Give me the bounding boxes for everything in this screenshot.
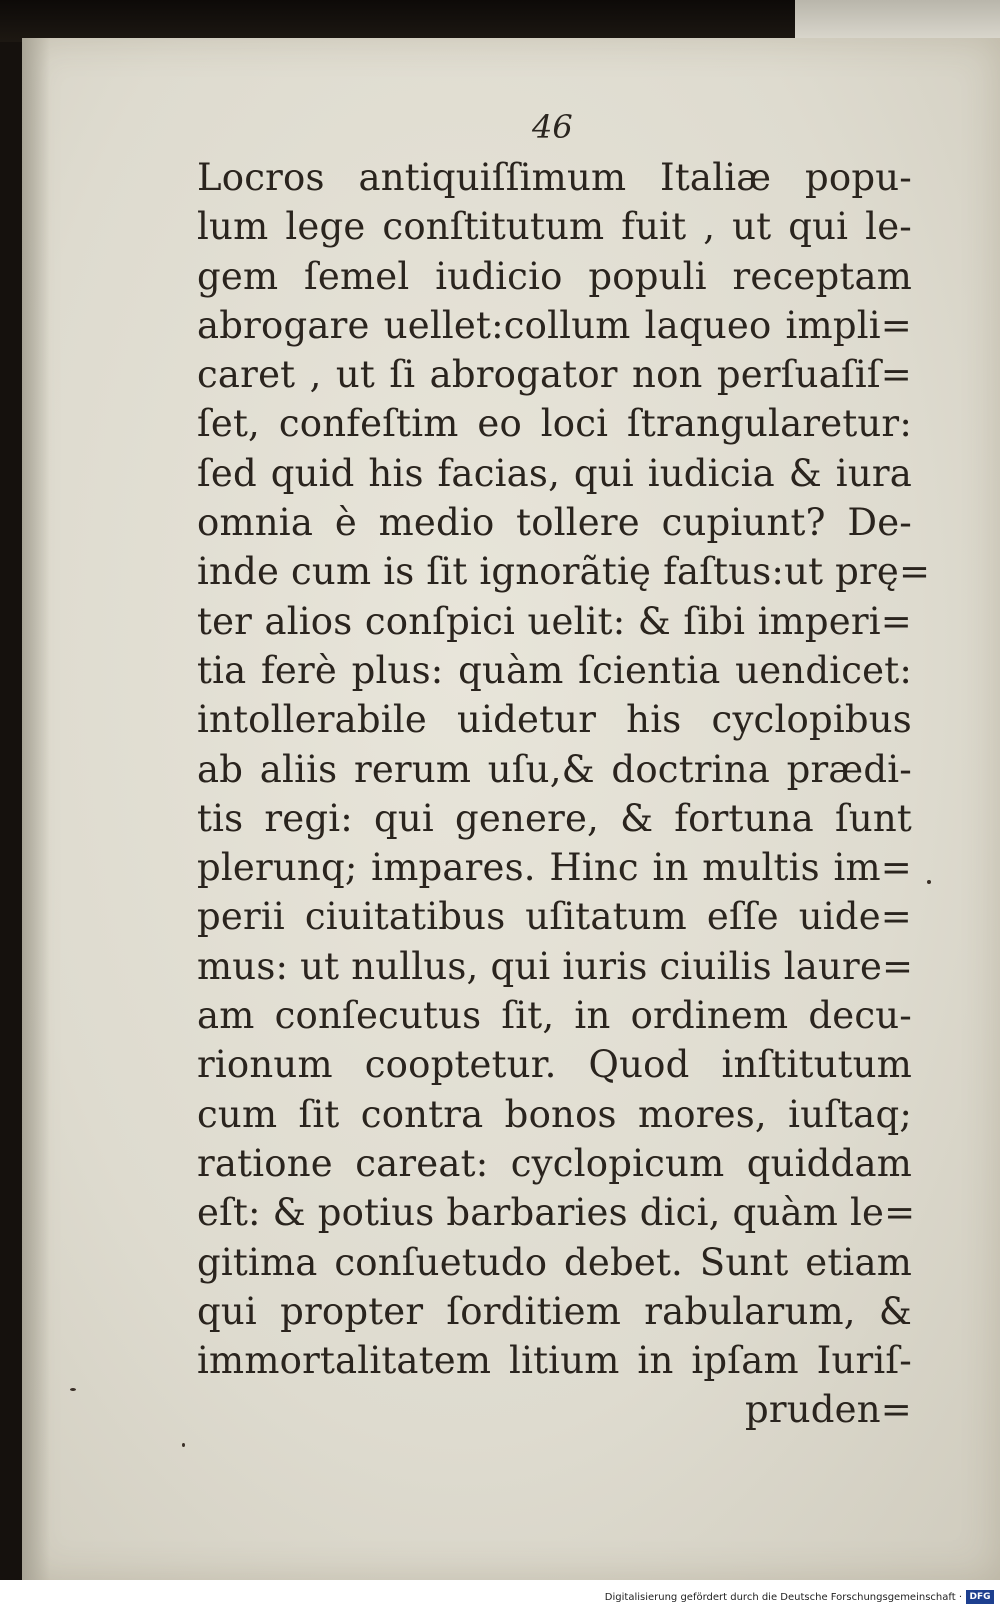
ink-speck	[927, 880, 931, 884]
dfg-logo: DFG	[966, 1590, 994, 1604]
catchword: pruden=	[744, 1388, 912, 1432]
top-background	[0, 0, 1000, 42]
ink-speck	[70, 1388, 76, 1391]
text-line: lum lege conſtitutum fuit , ut qui le-	[197, 205, 912, 249]
text-line: mus: ut nullus, qui iuris ciuilis laure=	[197, 944, 914, 988]
book-page	[22, 38, 1000, 1580]
text-line: ſed quid his facias, qui iudicia & iura	[197, 451, 912, 495]
digitization-credit: Digitalisierung gefördert durch die Deutsche Forschungsgemeinschaft ·	[604, 1592, 962, 1603]
text-line: rionum cooptetur. Quod inſtitutum	[197, 1043, 912, 1087]
text-line: tis regi: qui genere, & fortuna ſunt	[197, 796, 912, 840]
text-line: ter alios conſpici uelit: & ſibi imperi=	[197, 599, 912, 643]
page-spine-shadow	[22, 38, 50, 1580]
text-block	[197, 153, 931, 1435]
page-number: 46	[532, 108, 573, 146]
text-line: gitima conſuetudo debet. Sunt etiam	[197, 1240, 912, 1284]
text-line: immortalitatem litium in ipſam Iuriſ-	[197, 1339, 912, 1383]
text-line: perii ciuitatibus uſitatum eſſe uide=	[197, 895, 912, 939]
text-line: intollerabile uidetur his cyclopibus	[197, 698, 912, 742]
text-line: cum ſit contra bonos mores, iuſtaq;	[197, 1092, 912, 1136]
text-line: ab aliis rerum uſu,& doctrina prædi-	[197, 747, 912, 791]
text-line: qui propter ſorditiem rabularum, &	[197, 1289, 912, 1333]
text-line: inde cum is ſit ignorãtię faſtus:ut prę=	[197, 550, 931, 594]
text-line: plerunq; impares. Hinc in multis im=	[197, 846, 912, 890]
text-line: Locros antiquiſſimum Italiæ popu-	[197, 156, 912, 199]
text-line: caret , ut ſi abrogator non perſuaſiſ=	[197, 353, 912, 397]
text-line: am conſecutus ſit, in ordinem decu-	[197, 994, 912, 1038]
text-line: tia ferè plus: quàm ſcientia uendicet:	[197, 648, 912, 692]
text-line: omnia è medio tollere cupiunt? De-	[197, 501, 912, 545]
text-line: eſt: & potius barbaries dici, quàm le=	[197, 1191, 916, 1235]
ink-speck	[182, 1443, 185, 1447]
text-line: gem ſemel iudicio populi receptam	[197, 254, 912, 298]
text-line: ratione careat: cyclopicum quiddam	[197, 1141, 912, 1185]
next-page-edge	[795, 0, 1000, 38]
footer-bar	[0, 1580, 1000, 1617]
text-line: ſet, confeſtim eo loci ſtrangularetur:	[197, 402, 912, 446]
text-line: abrogare uellet:collum laqueo impli=	[197, 303, 912, 347]
